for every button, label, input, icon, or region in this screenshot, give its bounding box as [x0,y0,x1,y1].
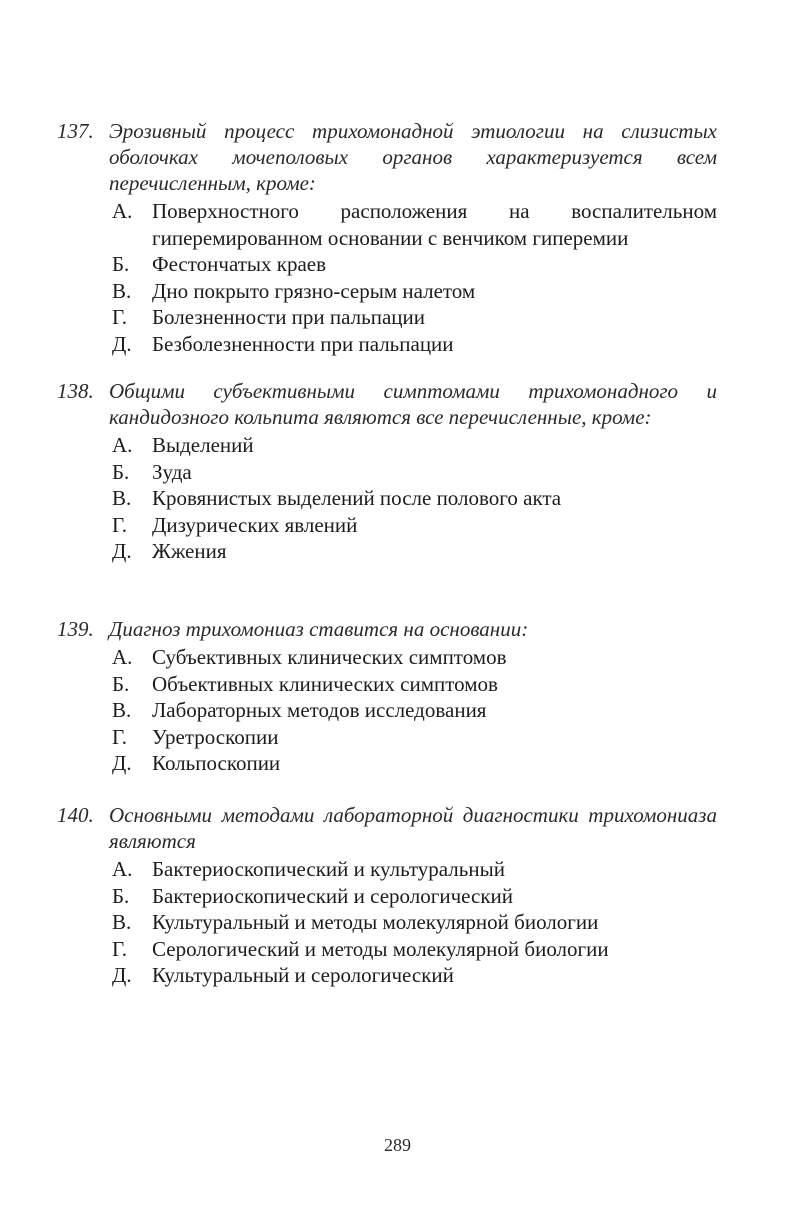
answer-text: Болезненности при пальпации [152,305,425,329]
answer-letter: В. [112,486,132,510]
question-header [57,802,717,854]
question-text: Эрозивный процесс трихомонадной этиологии на слизистых оболочках мочеполовых органов характеризуется всем перечисленным, кроме: [109,119,717,195]
answer-text: Дно покрыто грязно-серым налетом [152,278,476,303]
question-text: Диагноз трихомониаз ставится на основании: [109,617,529,641]
answer-text: Бактериоскопический и серологический [152,883,513,908]
question-138 [57,378,717,565]
answer-list [112,856,717,989]
answer-item [112,512,717,539]
answer-item [112,644,717,671]
answer-item [112,251,717,278]
answer-item [112,909,717,936]
answer-list [112,644,717,777]
answer-item [112,485,717,512]
answer-letter: А. [112,645,133,669]
question-140 [57,802,717,989]
answer-letter: А. [112,199,133,223]
question-139 [57,616,717,777]
question-header [57,616,717,642]
answer-letter: Д. [112,751,132,775]
answer-letter: Б. [112,252,130,276]
answer-letter: В. [112,910,132,934]
question-number: 137. [57,119,94,143]
answer-text: Жжения [152,539,227,563]
answer-text: Серологический и методы молекулярной биологии [152,936,609,961]
answer-letter: Г. [112,936,128,961]
answer-text: Фестончатых краев [152,252,327,276]
answer-item [112,724,717,751]
answer-letter: А. [112,433,133,457]
answer-item [112,697,717,724]
question-header [57,118,717,196]
answer-item [112,856,717,883]
answer-item [112,750,717,777]
answer-item [112,331,717,358]
answer-list [112,198,717,357]
answer-item [112,538,717,565]
answer-letter: Д. [112,539,132,563]
answer-letter: Г. [112,305,128,329]
answer-text: Культуральный и серологический [152,963,454,987]
answer-item [112,671,717,698]
answer-text: Кровянистых выделений после полового акта [152,486,562,510]
answer-letter: В. [112,698,132,722]
answer-letter: Д. [112,331,132,356]
answer-text: Поверхностного расположения на воспалительном гиперемированном основании с венчиком гиперемии [152,199,717,250]
answer-text: Субъективных клинических симптомов [152,645,507,669]
answer-letter: А. [112,857,133,881]
answer-text: Уретроскопии [152,724,279,749]
answer-text: Культуральный и методы молекулярной биологии [152,910,599,934]
page-number: 289 [384,1135,411,1155]
answer-letter: Б. [112,671,130,696]
answer-letter: Г. [112,512,128,537]
question-137 [57,118,717,357]
answer-text: Бактериоскопический и культуральный [152,857,505,881]
question-header [57,378,717,430]
answer-item [112,936,717,963]
answer-letter: Б. [112,883,130,908]
question-number: 138. [57,379,94,403]
answer-item [112,304,717,331]
answer-text: Лабораторных методов исследования [152,698,487,722]
answer-letter: Г. [112,724,128,749]
answer-item [112,459,717,486]
answer-letter: В. [112,278,132,303]
answer-text: Объективных клинических симптомов [152,671,498,696]
answer-item [112,883,717,910]
answer-text: Зуда [152,459,192,484]
answer-list [112,432,717,565]
question-number: 140. [57,803,94,827]
question-text: Основными методами лабораторной диагностики трихомониаза являются [109,803,717,853]
answer-text: Безболезненности при пальпации [152,331,454,356]
answer-item [112,432,717,459]
question-number: 139. [57,617,94,641]
answer-item [112,962,717,989]
answer-text: Дизурических явлений [152,512,358,537]
answer-item [112,198,717,251]
answer-letter: Б. [112,459,130,484]
answer-text: Выделений [152,433,254,457]
question-text: Общими субъективными симптомами трихомонадного и кандидозного кольпита являются все перечисленные, кроме: [109,379,717,429]
answer-letter: Д. [112,963,132,987]
answer-item [112,278,717,305]
answer-text: Кольпоскопии [152,751,281,775]
